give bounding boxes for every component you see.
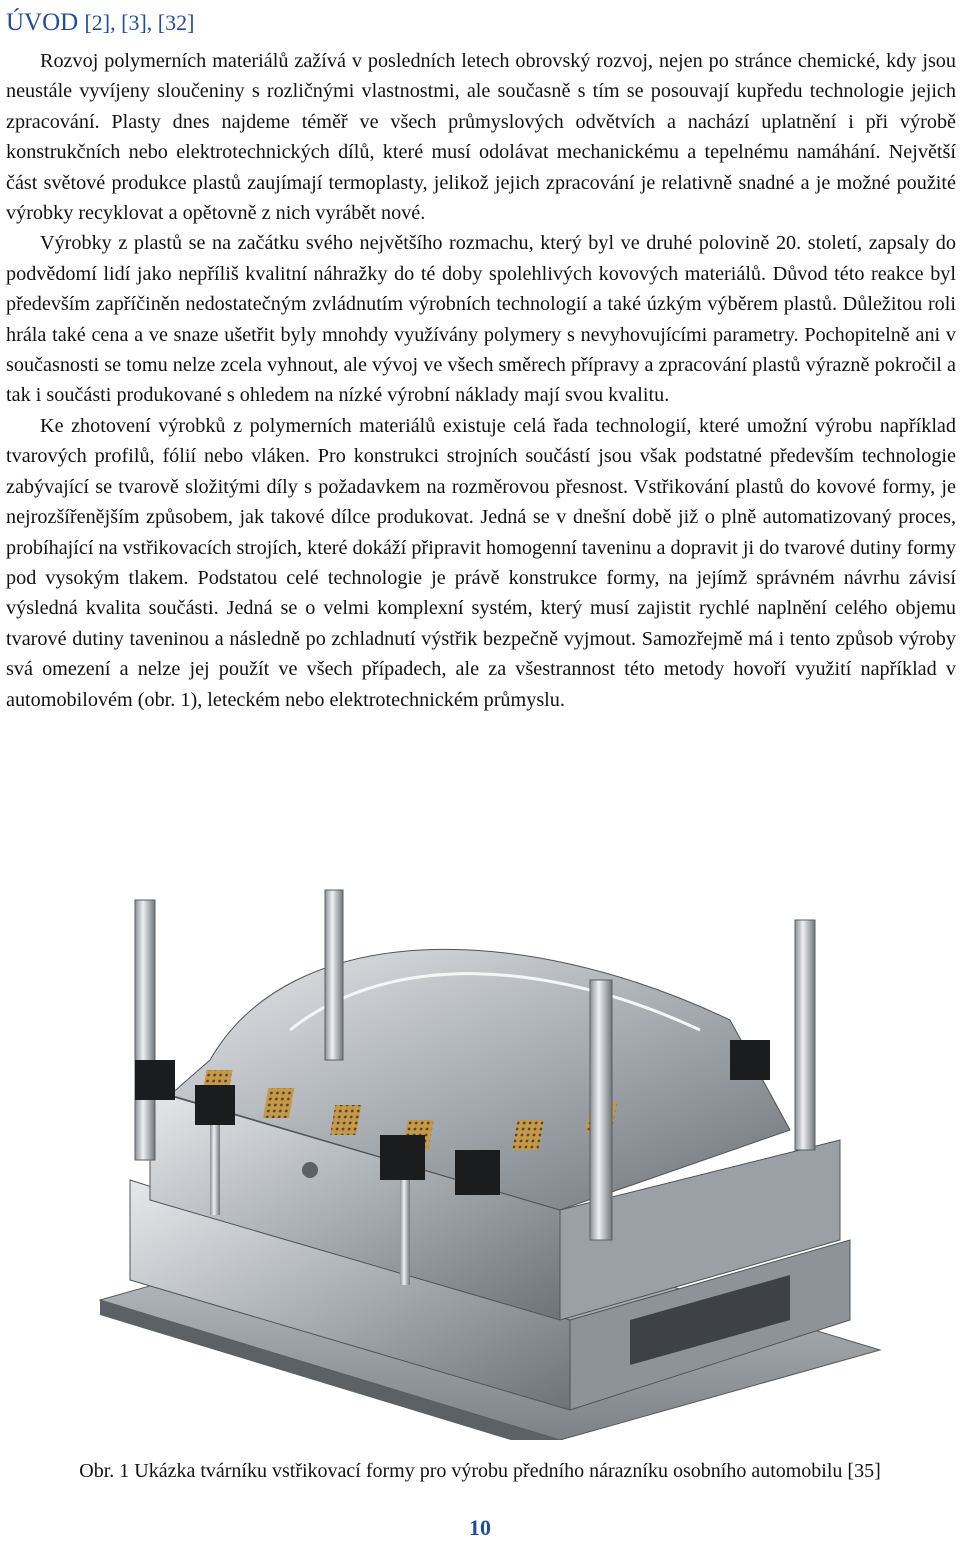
section-title: ÚVOD bbox=[6, 9, 79, 36]
figure-caption: Obr. 1 Ukázka tvárníku vstřikovací formy pro výrobu předního nárazníku osobního automobilu [35] bbox=[79, 1460, 881, 1482]
paragraph: Ke zhotovení výrobků z polymerních materiálů existuje celá řada technologií, které umožní výrobu například tvarových profilů, fólií nebo vláken. Pro konstrukci strojních součástí jsou však podstatné především technologie zabývající se tvarově složitými díly s požadavkem na rozměrovou přesnost. Vstřikování plastů do kovové formy, je nejrozšířenějším způsobem, jak takové dílce produkovat. Jedná se v dnešní době již o plně automatizovaný proces, probíhající na vstřikovacích strojích, které dokáží připravit homogenní taveninu a dopravit ji do tvarové dutiny formy pod vysokým tlakem. Podstatou celé technologie je právě konstrukce formy, na jejímž správném návrhu závisí výsledná kvalita součásti. Jedná se o velmi komplexní systém, který musí zajistit rychlé naplnění celého objemu tvarové dutiny taveninou a následně po zchladnutí výstřik bezpečně vyjmout. Samozřejmě má i tento způsob výroby svá omezení a nelze jej použít ve všech případech, ale za všestrannost této metody hovoří využití například v automobilovém (obr. 1), leteckém nebo elektrotechnickém průmyslu. bbox=[6, 414, 956, 711]
paragraph: Rozvoj polymerních materiálů zažívá v posledních letech obrovský rozvoj, nejen po stránce chemické, kdy jsou neustále vyvíjeny sloučeniny s rozličnými vlastnostmi, ale současně s tím se posouvají kupředu technologie jejich zpracování. Plasty dnes najdeme téměř ve všech průmyslových odvětvích a nachází uplatnění i při výrobě konstrukčních nebo elektrotechnických dílů, které musí odolávat mechanickému a tepelnému namáhání. Největší část světové produkce plastů zaujímají termoplasty, jelikož jejich zpracování je relativně snadné a je možné použité výrobky recyklovat a opětovně z nich vyrábět nové. bbox=[6, 50, 956, 225]
section-references: [2], [3], [32] bbox=[84, 10, 195, 35]
mold-photo bbox=[90, 880, 890, 1440]
body-text bbox=[6, 46, 956, 715]
paragraph: Výrobky z plastů se na začátku svého největšího rozmachu, který byl ve druhé polovině 20. století, zapsaly do podvědomí lidí jako nepříliš kvalitní náhražky do té doby spolehlivých kovových materiálů. Důvod této reakce byl především zapříčiněn nedostatečným zvládnutím výrobních technologií a také úzkým výběrem plastů. Důležitou roli hrála také cena a ve snaze ušetřit byly mnohdy využívány polymery s nevyhovujícími parametry. Pochopitelně ani v současnosti se tomu nelze zcela vyhnout, ale vývoj ve všech směrech přípravy a zpracování plastů výrazně pokročil a tak i součásti produkované s ohledem na nízké výrobní náklady mají svou kvalitu. bbox=[6, 232, 956, 407]
page-number: 10 bbox=[469, 1515, 491, 1540]
section-heading bbox=[6, 8, 194, 38]
